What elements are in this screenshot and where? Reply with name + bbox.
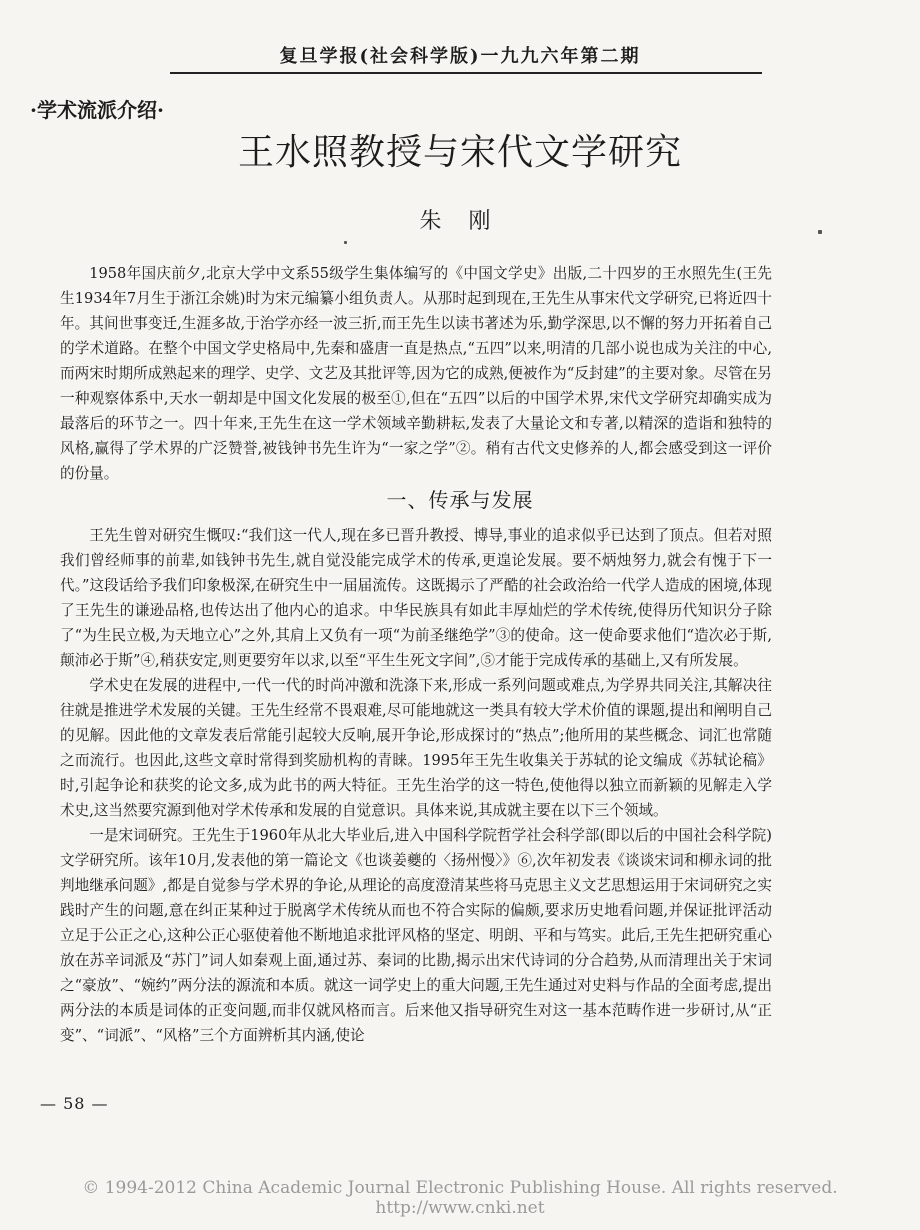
body-paragraph: 学术史在发展的进程中,一代一代的时尚冲激和洗涤下来,形成一系列问题或难点,为学界共同关注,其解决往往就是推进学术发展的关键。王先生经常不畏艰难,尽可能地就这一类具有较大学术价值的课题,提出和阐明自己的见解。因此他的文章发表后常能引起较大反响,展开争论,形成探讨的“热点”;他所用的某些概念、词汇也常随之而流行。也因此,这些文章时常得到奖励机构的青睐。1995年王先生收集关于苏轼的论文编成《苏轼论稿》时,引起争论和获奖的论文多,成为此书的两大特征。王先生治学的这一特色,使他得以独立而新颖的见解走入学术史,这当然要究源到他对学术传承和发展的自觉意识。具体来说,其成就主要在以下三个领域。 xyxy=(60,677,772,819)
body-paragraph: 1958年国庆前夕,北京大学中文系55级学生集体编写的《中国文学史》出版,二十四岁的王水照先生(王先生1934年7月生于浙江余姚)时为宋元编纂小组负责人。从那时起到现在,王先生从事宋代文学研究,已将近四十年。其间世事变迁,生涯多故,于治学亦经一波三折,而王先生以读书著述为乐,勤学深思,以不懈的努力开拓着自己的学术道路。在整个中国文学史格局中,先秦和盛唐一直是热点,“五四”以来,明清的几部小说也成为关注的中心,而两宋时期所成熟起来的理学、史学、文艺及其批评等,因为它的成熟,便被作为“反封建”的主要对象。尽管在另一种观察体系中,天水一朝却是中国文化发展的极至①,但在“五四”以后的中国学术界,宋代文学研究却确实成为最落后的环节之一。四十年来,王先生在这一学术领域辛勤耕耘,发表了大量论文和专著,以精深的造诣和独特的风格,赢得了学术界的广泛赞誉,被钱钟书先生许为“一家之学”②。稍有古代文史修养的人,都会感受到这一评价的份量。 xyxy=(60,265,772,482)
running-head: 复旦学报(社会科学版)一九九六年第二期 xyxy=(279,46,641,67)
article-author: 朱 刚 xyxy=(419,209,501,234)
body-paragraph: 一是宋词研究。王先生于1960年从北大毕业后,进入中国科学院哲学社会科学部(即以后的中国社会科学院)文学研究所。该年10月,发表他的第一篇论文《也谈姜夔的〈扬州慢〉》⑥,次年初发表《谈谈宋词和柳永词的批判地继承问题》,都是自觉参与学术界的争论,从理论的高度澄清某些将马克思主义文艺思想运用于宋词研究之实践时产生的问题,意在纠正某种过于脱离学术传统从而也不符合实际的偏颇,要求历史地看问题,并保证批评活动立足于公正之心,这种公正心驱使着他不断地追求批评风格的坚定、明朗、平和与笃实。此后,王先生把研究重心放在苏辛词派及“苏门”词人如秦观上面,通过苏、秦词的比勘,揭示出宋代诗词的分合趋势,从而清理出关于宋词之“豪放”、“婉约”两分法的源流和本质。就这一词学史上的重大问题,王先生通过对史料与作品的全面考虑,提出两分法的本质是词体的正变问题,而非仅就风格而言。后来他又指导研究生对这一基本范畴作进一步研讨,从“正变”、“词派”、“风格”三个方面辨析其内涵,使论 xyxy=(60,827,772,1044)
scan-speck xyxy=(344,241,347,244)
scan-speck xyxy=(818,230,822,234)
column-tag: ·学术流派介绍· xyxy=(30,98,164,122)
body-paragraph: 王先生曾对研究生慨叹:“我们这一代人,现在多已晋升教授、博导,事业的追求似乎已达到了顶点。但若对照我们曾经师事的前辈,如钱钟书先生,就自觉没能完成学术的传承,更遑论发展。要不炳烛努力,就会有愧于下一代。”这段话给予我们印象极深,在研究生中一届届流传。这既揭示了严酷的社会政治给一代学人造成的困境,体现了王先生的谦逊品格,也传达出了他内心的追求。中华民族具有如此丰厚灿烂的学术传统,使得历代知识分子除了“为生民立极,为天地立心”之外,其肩上又负有一项“为前圣继绝学”③的使命。这一使命要求他们“造次必于斯,颠沛必于斯”④,稍获安定,则更要穷年以求,以至“平生生死文字间”,⑤才能于完成传承的基础上,又有所发展。 xyxy=(60,527,772,669)
intro-text xyxy=(60,261,772,486)
header-rule xyxy=(170,72,762,74)
section-text xyxy=(60,523,772,1048)
page-number: — 58 — xyxy=(40,1094,109,1113)
section-heading: 一、传承与发展 xyxy=(386,488,534,512)
copyright-footer: © 1994-2012 China Academic Journal Electronic Publishing House. All rights reserved. http://www.cnki.net xyxy=(82,1178,838,1218)
article-title: 王水照教授与宋代文学研究 xyxy=(237,132,682,173)
